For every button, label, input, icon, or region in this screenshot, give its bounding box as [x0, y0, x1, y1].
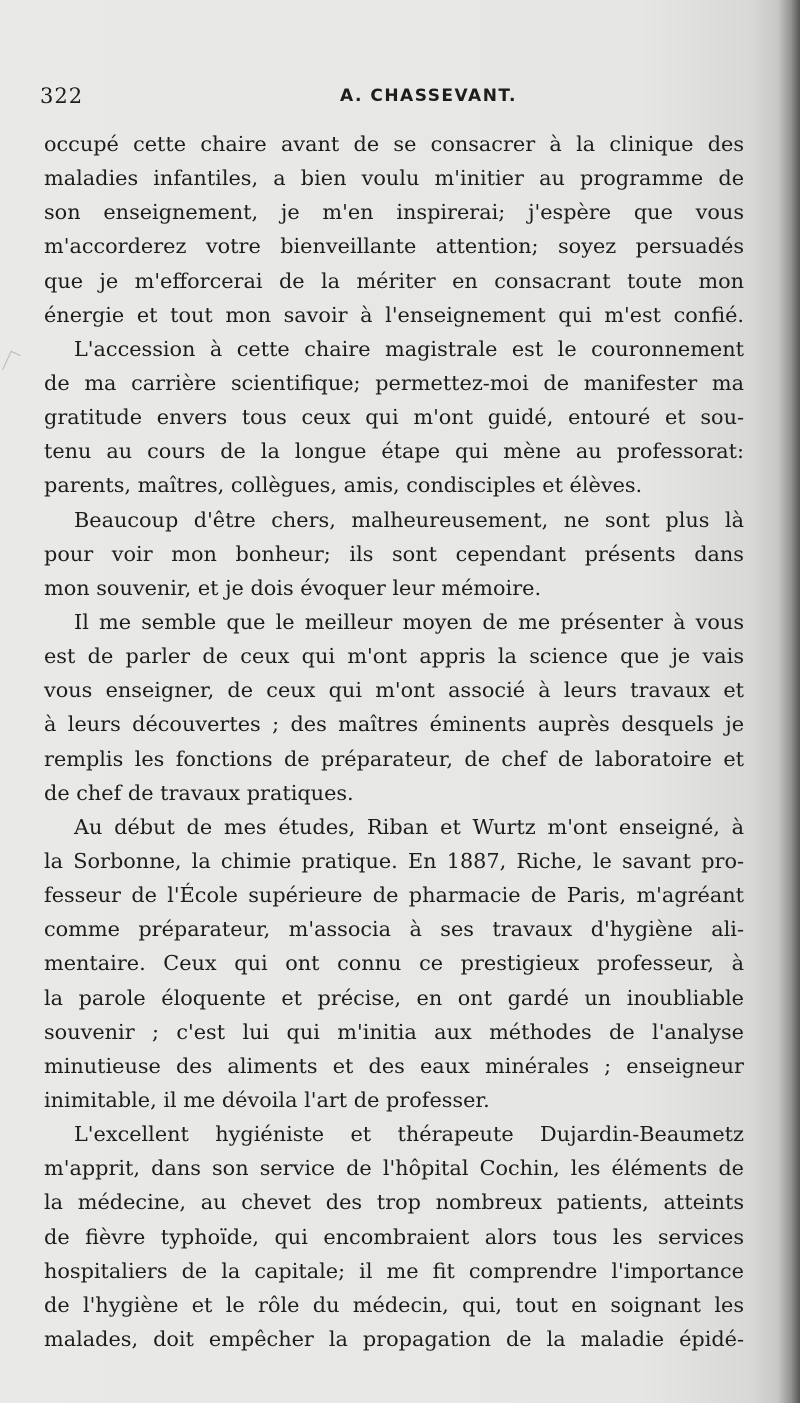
text-line: L'excellent hygiéniste et thérapeute Dujardin-Beaumetz — [74, 1122, 744, 1147]
text-line: la médecine, au chevet des trop nombreux patients, atteints — [44, 1190, 744, 1215]
text-line: de fièvre typhoïde, qui encombraient alors tous les services — [44, 1224, 744, 1249]
body-text — [44, 127, 744, 1356]
page-header — [40, 84, 740, 118]
text-line: mon souvenir, et je dois évoquer leur mémoire. — [44, 575, 542, 600]
text-line: comme préparateur, m'associa à ses travaux d'hygiène ali- — [44, 917, 744, 942]
text-line: énergie et tout mon savoir à l'enseignement qui m'est confié. — [44, 302, 744, 327]
text-line: inimitable, il me dévoila l'art de professer. — [44, 1087, 490, 1112]
text-line: gratitude envers tous ceux qui m'ont guidé, entouré et sou- — [44, 405, 744, 430]
text-line: hospitaliers de la capitale; il me fit comprendre l'importance — [44, 1258, 744, 1283]
text-line: L'accession à cette chaire magistrale est le couronnement — [74, 336, 744, 361]
text-line: souvenir ; c'est lui qui m'initia aux méthodes de l'analyse — [44, 1019, 744, 1044]
text-line: son enseignement, je m'en inspirerai; j'espère que vous — [44, 200, 744, 225]
text-line: m'apprit, dans son service de l'hôpital Cochin, les éléments de — [44, 1156, 744, 1181]
text-line: que je m'efforcerai de la mériter en consacrant toute mon — [44, 268, 744, 293]
text-line: parents, maîtres, collègues, amis, condisciples et élèves. — [44, 473, 643, 498]
text-line: tenu au cours de la longue étape qui mène au professorat: — [44, 439, 744, 464]
text-line: remplis les fonctions de préparateur, de chef de laboratoire et — [44, 746, 744, 771]
page-spine-shadow — [778, 0, 800, 1403]
text-line: Au début de mes études, Riban et Wurtz m'ont enseigné, à — [74, 814, 744, 839]
running-head: A. CHASSEVANT. — [340, 86, 517, 106]
text-line: occupé cette chaire avant de se consacrer à la clinique des — [44, 132, 744, 156]
text-line: m'accorderez votre bienveillante attention; soyez persuadés — [44, 234, 744, 259]
page-number: 322 — [40, 84, 84, 108]
text-line: pour voir mon bonheur; ils sont cependant présents dans — [44, 541, 744, 566]
text-line: vous enseigner, de ceux qui m'ont associé à leurs travaux et — [44, 678, 744, 703]
text-line: mentaire. Ceux qui ont connu ce prestigieux professeur, à — [44, 951, 744, 976]
text-line: Beaucoup d'être chers, malheureusement, ne sont plus là — [74, 507, 744, 532]
text-line: de ma carrière scientifique; permettez-moi de manifester ma — [44, 370, 744, 395]
text-line: est de parler de ceux qui m'ont appris la science que je vais — [44, 644, 744, 669]
text-line: fesseur de l'École supérieure de pharmacie de Paris, m'agréant — [44, 883, 744, 908]
text-line: Il me semble que le meilleur moyen de me présenter à vous — [74, 609, 744, 634]
text-line: de l'hygiène et le rôle du médecin, qui, tout en soignant les — [44, 1292, 744, 1317]
text-line: minutieuse des aliments et des eaux minérales ; enseigneur — [44, 1053, 744, 1078]
text-line: maladies infantiles, a bien voulu m'initier au programme de — [44, 166, 744, 191]
text-line: la parole éloquente et précise, en ont gardé un inoubliable — [44, 985, 744, 1010]
text-line: malades, doit empêcher la propagation de la maladie épidé- — [44, 1326, 744, 1351]
margin-pencil-mark — [2, 351, 21, 375]
text-line: la Sorbonne, la chimie pratique. En 1887, Riche, le savant pro- — [44, 848, 744, 873]
text-line: de chef de travaux pratiques. — [44, 780, 354, 805]
text-line: à leurs découvertes ; des maîtres éminents auprès desquels je — [44, 712, 744, 737]
